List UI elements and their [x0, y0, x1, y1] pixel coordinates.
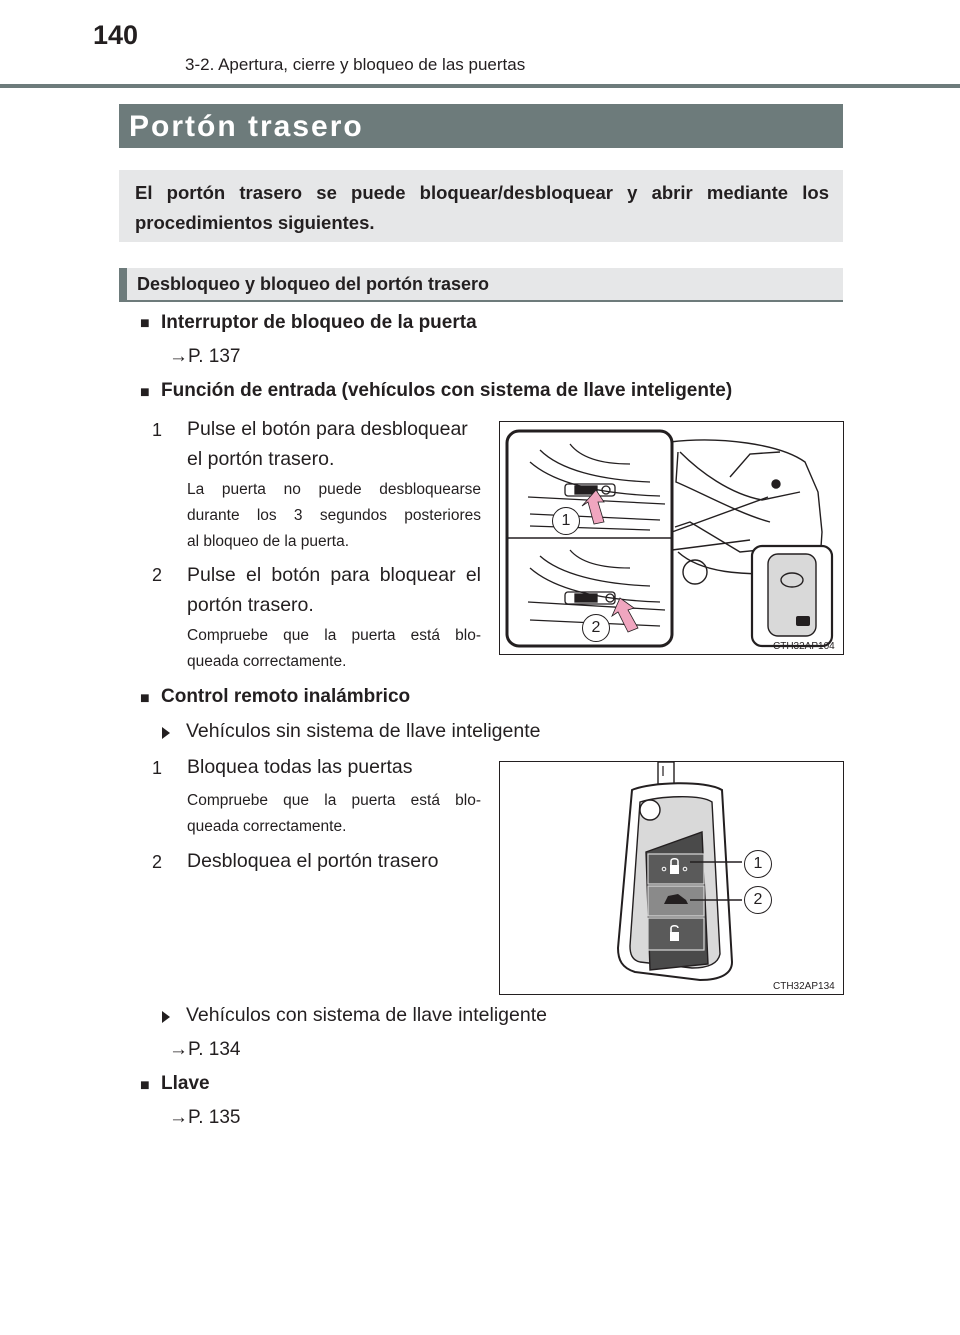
section-heading-entry-function: Función de entrada (vehículos con sistema de llave inteligente): [161, 380, 733, 401]
chapter-title: 3-2. Apertura, cierre y bloqueo de las puertas: [185, 55, 526, 74]
figure-code: CTH32AP104: [773, 641, 835, 652]
page-reference: [169, 1039, 240, 1061]
step-text: Desbloquea el portón trasero: [187, 850, 439, 872]
figure-code: CTH32AP134: [773, 981, 835, 992]
step-note: [187, 477, 481, 555]
vehicle-variant-label: Vehículos sin sistema de llave inteligente: [186, 720, 541, 742]
tailgate-illustration: [500, 422, 843, 654]
section-heading-key: Llave: [161, 1073, 210, 1094]
step-number: 1: [152, 758, 163, 778]
step-number: 2: [152, 852, 163, 872]
vehicle-variant-label: Vehículos con sistema de llave inteligente: [186, 1004, 547, 1026]
triangle-bullet-icon: [162, 726, 170, 744]
step-note: [187, 623, 481, 675]
page-reference: [169, 1107, 240, 1129]
square-bullet-icon: ■: [140, 384, 150, 401]
page-reference-text: P. 137: [188, 346, 241, 367]
page-title: Portón trasero: [129, 110, 364, 143]
section-heading-remote-control: Control remoto inalámbrico: [161, 686, 411, 707]
step-note-line: Compruebe que la puerta está blo-: [187, 792, 481, 809]
figure-wireless-remote: [499, 761, 844, 995]
remote-key-illustration: [500, 762, 843, 994]
step-text: Bloquea todas las puertas: [187, 756, 413, 778]
step-text-line: Pulse el botón para bloquear el: [187, 564, 481, 586]
step-note-line: Compruebe que la puerta está blo-: [187, 627, 481, 644]
step-note: [187, 788, 481, 840]
step-text: [187, 560, 481, 620]
step-note-line: La puerta no puede desbloquearse: [187, 481, 481, 498]
subheading-text: Desbloqueo y bloqueo del portón trasero: [137, 274, 490, 294]
step-note-line: durante los 3 segundos posteriores: [187, 507, 481, 524]
header-divider: [0, 84, 960, 88]
step-note-line: queada correctamente.: [187, 818, 347, 835]
arrow-right-icon: →: [169, 1107, 188, 1128]
callout-1: 1: [552, 507, 580, 535]
callout-1: 1: [744, 850, 772, 878]
callout-2: 2: [582, 614, 610, 642]
page-reference-text: P. 135: [188, 1107, 241, 1128]
step-text-line: portón trasero.: [187, 594, 314, 616]
section-heading-door-lock-switch: Interruptor de bloqueo de la puerta: [161, 312, 477, 333]
arrow-right-icon: →: [169, 346, 188, 367]
square-bullet-icon: ■: [140, 690, 150, 707]
page-reference: [169, 346, 240, 368]
page-number: 140: [93, 20, 139, 50]
step-note-line: queada correctamente.: [187, 653, 347, 670]
page-reference-text: P. 134: [188, 1039, 241, 1060]
step-text-line: Pulse el botón para desbloquear: [187, 418, 468, 440]
callout-2: 2: [744, 886, 772, 914]
step-number: 2: [152, 565, 163, 585]
step-text: [187, 414, 481, 474]
intro-text: El portón trasero se puede bloquear/desbloquear y abrir mediante los procedimientos siguientes.: [135, 182, 829, 233]
figure-smart-key-tailgate: [499, 421, 844, 655]
step-note-line: al bloqueo de la puerta.: [187, 533, 350, 550]
step-text-line: el portón trasero.: [187, 448, 335, 470]
square-bullet-icon: ■: [140, 315, 150, 332]
subheading-marker: [119, 268, 127, 302]
key-release-button: [640, 800, 660, 820]
square-bullet-icon: ■: [140, 1077, 150, 1094]
triangle-bullet-icon: [162, 1010, 170, 1028]
arrow-right-icon: →: [169, 1039, 188, 1060]
step-number: 1: [152, 420, 163, 440]
